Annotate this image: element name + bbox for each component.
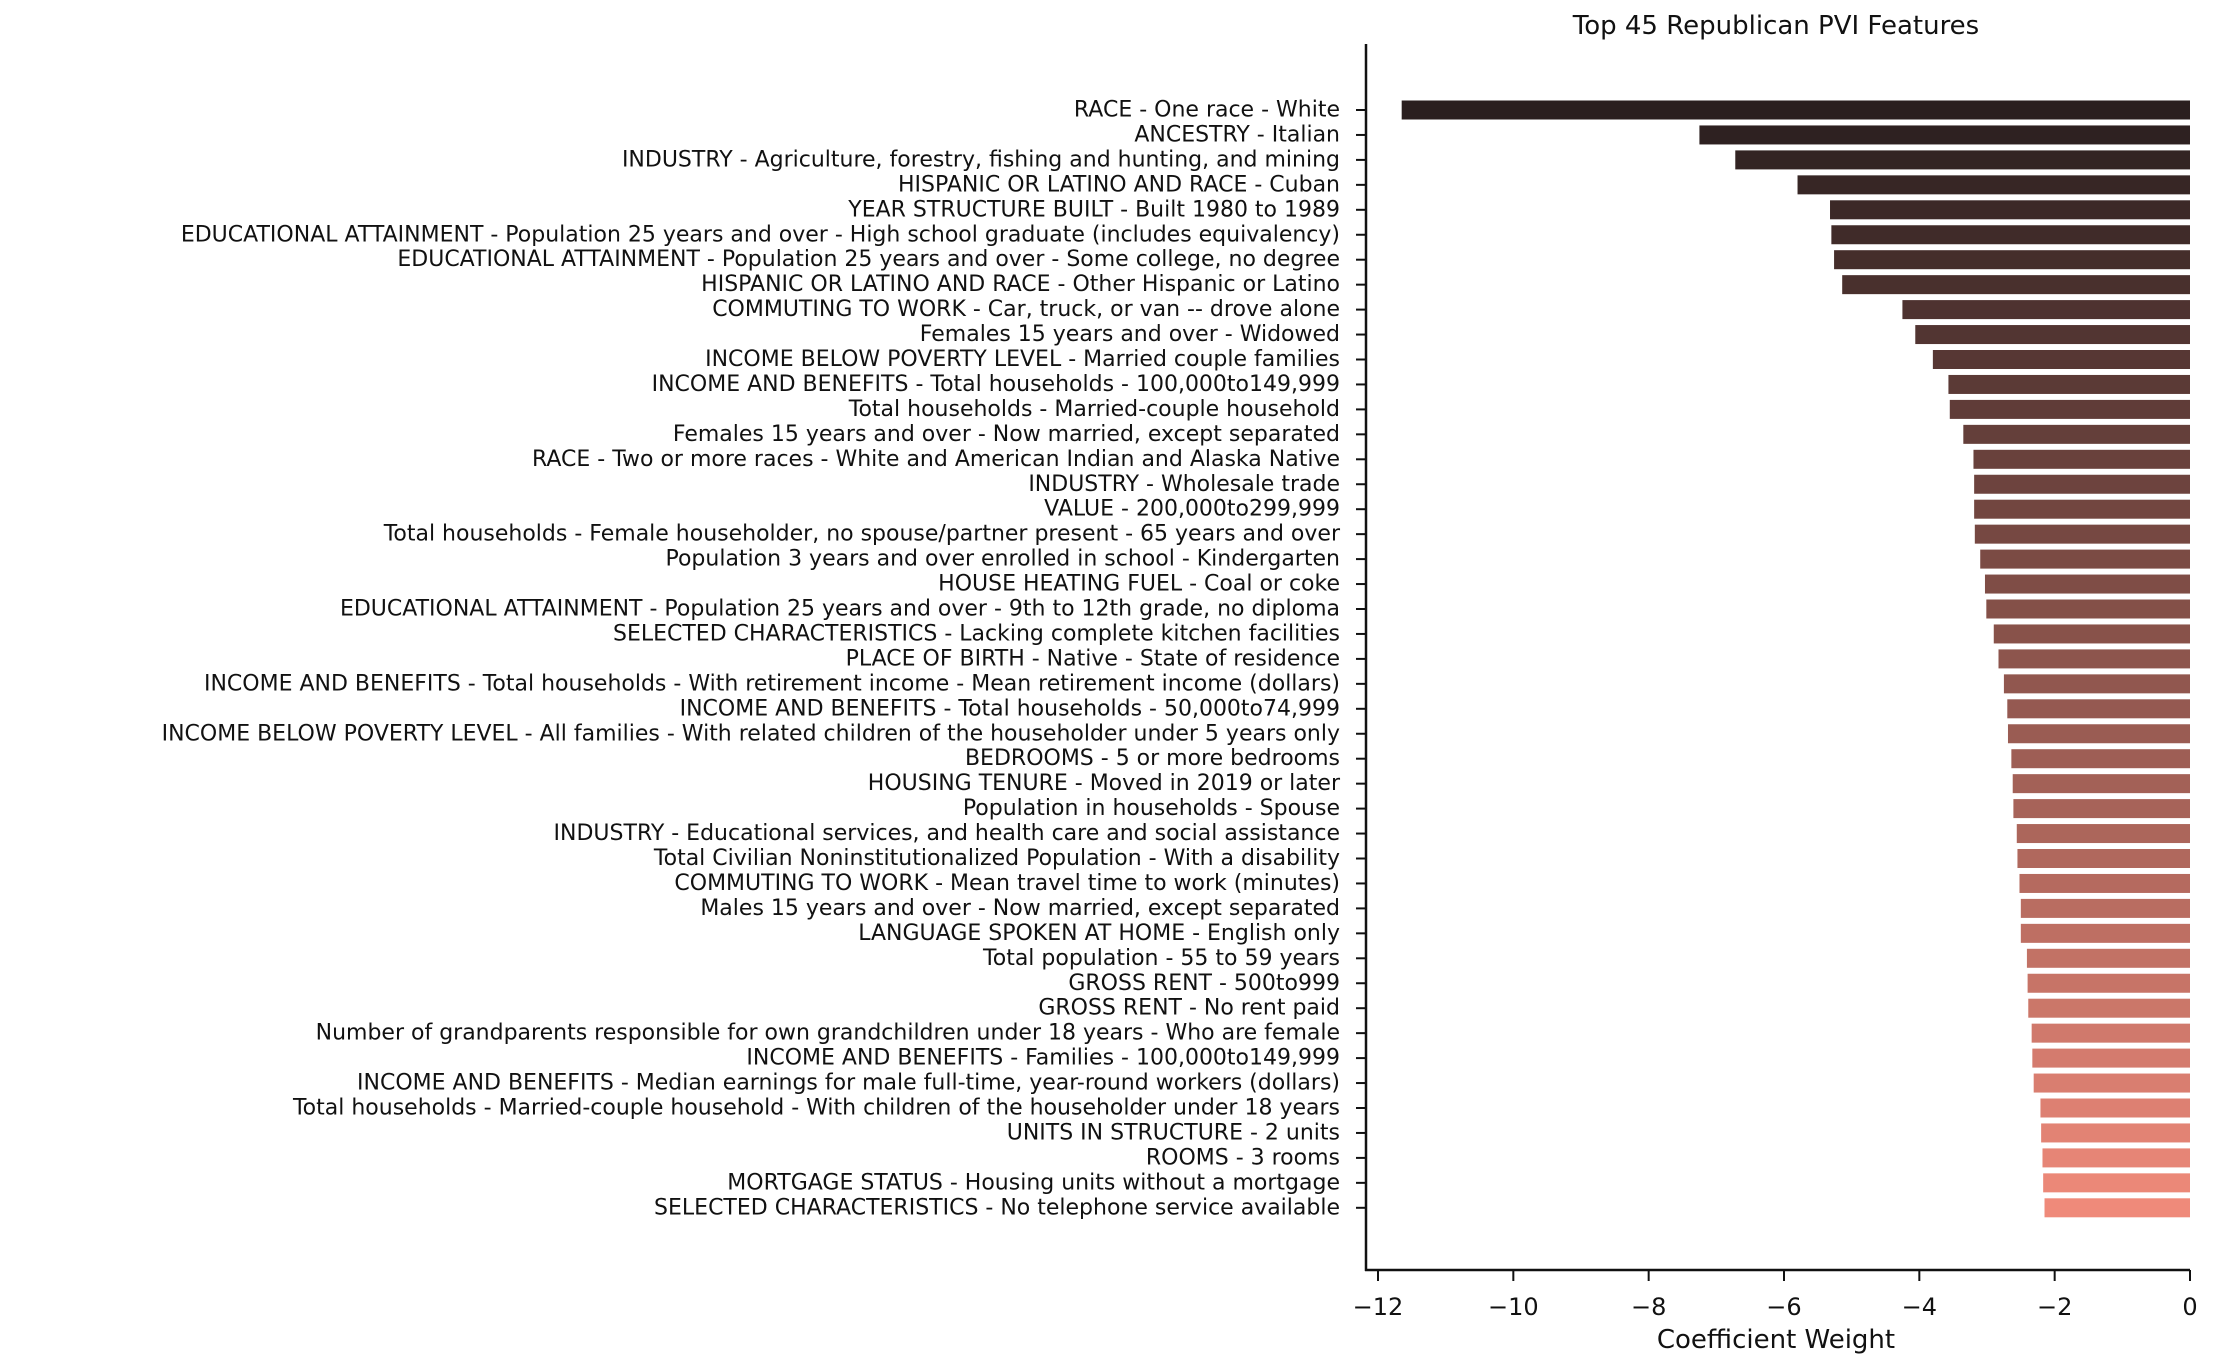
bar: [2019, 874, 2190, 893]
category-label: INCOME BELOW POVERTY LEVEL - All families - With related children of the householder under 5 years only: [161, 721, 1340, 747]
bar: [1915, 325, 2190, 344]
category-label: UNITS IN STRUCTURE - 2 units: [1006, 1120, 1340, 1146]
category-label: Females 15 years and over - Now married, except separated: [672, 421, 1340, 447]
category-label: EDUCATIONAL ATTAINMENT - Population 25 years and over - Some college, no degree: [397, 247, 1340, 273]
bar: [2034, 1074, 2190, 1093]
category-label: BEDROOMS - 5 or more bedrooms: [964, 746, 1340, 772]
category-label: COMMUTING TO WORK - Car, truck, or van -- drove alone: [712, 297, 1340, 323]
category-label: ROOMS - 3 rooms: [1145, 1145, 1340, 1171]
bar: [2032, 1024, 2190, 1043]
category-label: PLACE OF BIRTH - Native - State of residence: [845, 646, 1340, 672]
bar: [1973, 450, 2190, 469]
bar: [1975, 525, 2190, 544]
category-labels-group: [162, 98, 1341, 1221]
bar: [1735, 150, 2190, 169]
category-label: YEAR STRUCTURE BUILT - Built 1980 to 1989: [848, 197, 1340, 223]
bar: [1948, 375, 2190, 394]
category-label: INCOME BELOW POVERTY LEVEL - Married couple families: [705, 347, 1340, 372]
bar: [2042, 1148, 2190, 1167]
category-label: INDUSTRY - Wholesale trade: [1028, 471, 1340, 497]
category-label: GROSS RENT - No rent paid: [1038, 995, 1340, 1021]
category-label: LANGUAGE SPOKEN AT HOME - English only: [858, 920, 1340, 946]
category-label: INCOME AND BENEFITS - Total households - With retirement income - Mean retirement income (dollars): [203, 671, 1340, 697]
chart-title: Top 45 Republican PVI Features: [1572, 11, 1980, 41]
bar: [1980, 550, 2190, 569]
x-tick-label: −2: [2036, 1293, 2073, 1321]
bar: [2028, 999, 2190, 1018]
category-label: COMMUTING TO WORK - Mean travel time to work (minutes): [674, 870, 1340, 896]
category-label: HISPANIC OR LATINO AND RACE - Cuban: [898, 172, 1340, 198]
category-label: Males 15 years and over - Now married, except separated: [700, 895, 1340, 921]
category-label: Total households - Married-couple household - With children of the householder under 18 years: [292, 1095, 1340, 1121]
bar: [2017, 824, 2190, 843]
category-label: Population 3 years and over enrolled in school - Kindergarten: [665, 546, 1340, 572]
bar: [2032, 1049, 2190, 1068]
bar: [2013, 774, 2190, 793]
bar: [1986, 600, 2190, 619]
category-label: VALUE - 200,000to299,999: [1044, 496, 1340, 522]
category-label: RACE - Two or more races - White and American Indian and Alaska Native: [531, 446, 1340, 472]
category-label: SELECTED CHARACTERISTICS - Lacking complete kitchen facilities: [612, 621, 1340, 647]
x-tick-label: −8: [1630, 1293, 1667, 1321]
category-label: Total households - Female householder, no spouse/partner present - 65 years and over: [383, 521, 1340, 547]
category-label: RACE - One race - White: [1073, 97, 1340, 123]
category-label: SELECTED CHARACTERISTICS - No telephone service available: [654, 1195, 1340, 1221]
bar: [1699, 125, 2190, 144]
bar: [2011, 749, 2190, 768]
bar: [2021, 924, 2190, 943]
bar: [1974, 475, 2190, 494]
x-tick-label: −12: [1352, 1293, 1404, 1321]
bar: [2028, 974, 2190, 993]
category-label: INCOME AND BENEFITS - Total households - 100,000to149,999: [651, 371, 1340, 397]
category-label: INCOME AND BENEFITS - Median earnings for male full-time, year-round workers (dollars): [357, 1070, 1340, 1096]
category-label: Total Civilian Noninstitutionalized Population - With a disability: [653, 846, 1340, 871]
bar: [2007, 699, 2190, 718]
bar: [2008, 724, 2190, 743]
category-label: INDUSTRY - Agriculture, forestry, fishing and hunting, and mining: [621, 147, 1340, 173]
bar: [1402, 101, 2190, 120]
category-label: INCOME AND BENEFITS - Total households - 50,000to74,999: [679, 696, 1340, 722]
x-tick-label: −6: [1766, 1293, 1802, 1321]
y-ticks-group: [1356, 110, 1366, 1208]
bar: [1798, 175, 2190, 194]
bar: [1950, 400, 2190, 419]
bar: [2013, 799, 2190, 818]
bar: [1830, 200, 2190, 219]
bar: [1902, 300, 2190, 319]
category-label: INDUSTRY - Educational services, and health care and social assistance: [553, 821, 1340, 847]
category-label: MORTGAGE STATUS - Housing units without a mortgage: [727, 1170, 1340, 1196]
bar: [1963, 425, 2190, 444]
x-tick-label: −10: [1488, 1293, 1539, 1321]
bar: [2041, 1123, 2190, 1142]
category-label: GROSS RENT - 500to999: [1068, 970, 1340, 996]
category-label: HISPANIC OR LATINO AND RACE - Other Hispanic or Latino: [701, 272, 1340, 298]
bar: [1974, 500, 2190, 519]
category-label: Population in households - Spouse: [962, 796, 1340, 822]
bar: [2017, 849, 2190, 868]
bar: [2040, 1099, 2190, 1118]
x-axis-label: Coefficient Weight: [1656, 1325, 1896, 1355]
x-tick-label: −4: [1901, 1293, 1938, 1321]
category-label: Total households - Married-couple household: [848, 396, 1340, 422]
category-label: Females 15 years and over - Widowed: [919, 322, 1340, 348]
bar: [2004, 674, 2190, 693]
bar: [1994, 624, 2190, 643]
category-label: ANCESTRY - Italian: [1134, 122, 1340, 148]
category-label: EDUCATIONAL ATTAINMENT - Population 25 years and over - 9th to 12th grade, no diploma: [339, 596, 1340, 622]
category-label: HOUSE HEATING FUEL - Coal or coke: [938, 571, 1340, 597]
category-label: Total population - 55 to 59 years: [983, 945, 1340, 971]
bar: [1834, 250, 2190, 269]
bar: [1842, 275, 2190, 294]
bar: [2045, 1198, 2190, 1217]
x-ticks-group: [1353, 1270, 2198, 1321]
bar: [1999, 649, 2190, 668]
bar: [1831, 225, 2190, 244]
x-tick-label: 0: [2182, 1293, 2198, 1321]
bar: [2027, 949, 2190, 968]
bar: [1933, 350, 2190, 369]
bars-group: [1402, 101, 2190, 1218]
category-label: HOUSING TENURE - Moved in 2019 or later: [867, 771, 1340, 797]
bar: [2043, 1173, 2190, 1192]
bar: [1985, 575, 2190, 594]
category-label: EDUCATIONAL ATTAINMENT - Population 25 years and over - High school graduate (includes equivalency): [180, 222, 1340, 248]
bar: [2021, 899, 2190, 918]
category-label: Number of grandparents responsible for own grandchildren under 18 years - Who are female: [315, 1020, 1340, 1046]
category-label: INCOME AND BENEFITS - Families - 100,000to149,999: [746, 1045, 1340, 1071]
